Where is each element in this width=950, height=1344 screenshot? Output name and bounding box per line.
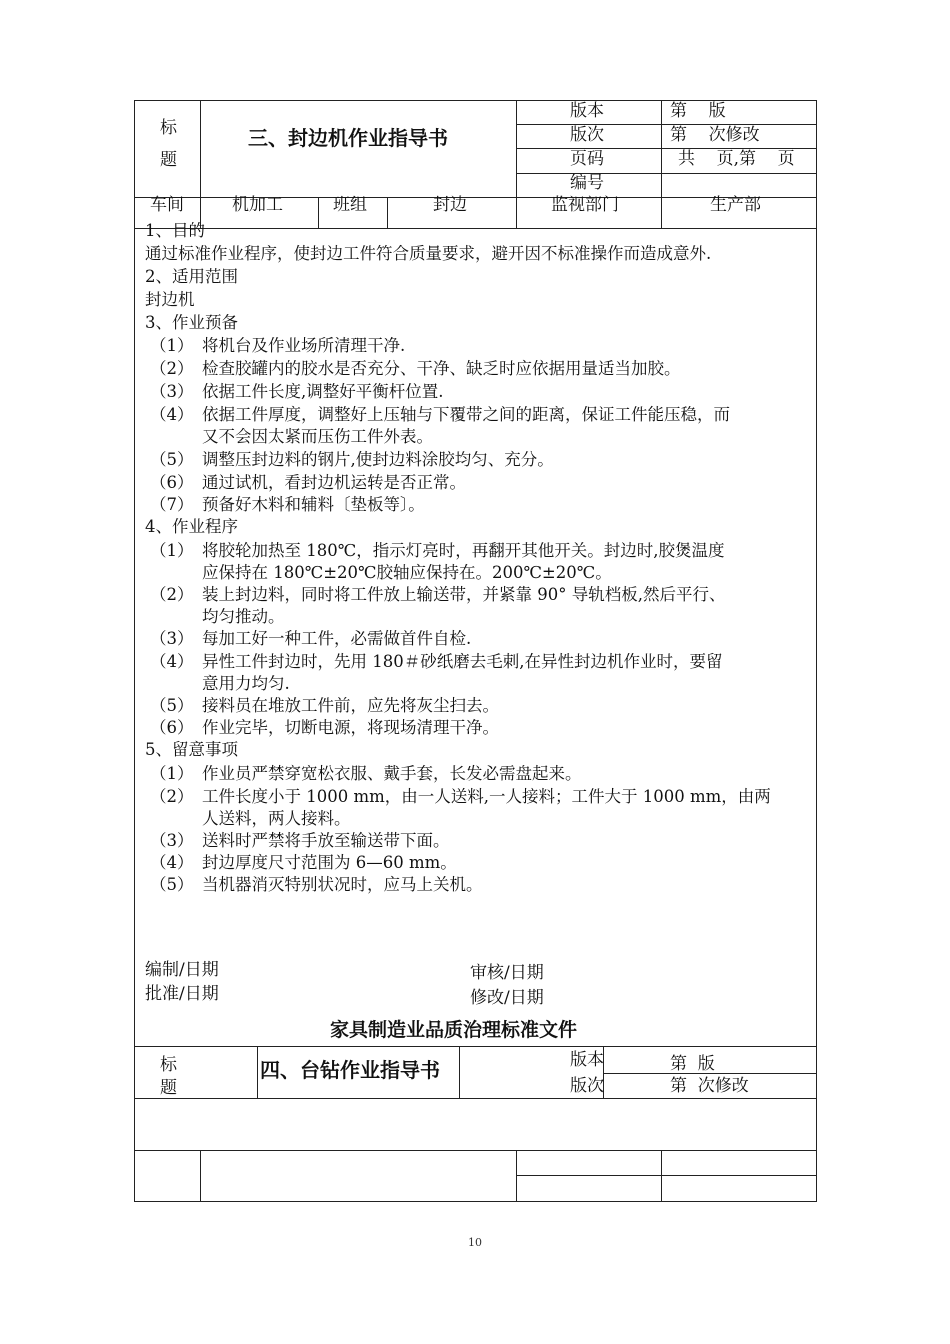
list-item-continued: 人送料，两人接料。 [202,809,351,828]
list-item-number: （6） [150,718,194,737]
list-item: 预备好木料和辅料〔垫板等〕。 [202,495,425,514]
list-item-number: （1） [150,541,194,560]
list-item-number: （2） [150,787,194,806]
list-item: 依据工件厚度，调整好上压轴与下覆带之间的距离，保证工件能压稳，而 [202,405,730,424]
page-value: 共 页,第 页 [678,149,795,169]
list-item: 依据工件长度,调整好平衡杆位置. [202,382,444,401]
list-item-number: （5） [150,875,194,894]
list-item-number: （2） [150,359,194,378]
signature-review: 审核/日期 [470,963,544,983]
version-label: 版本 [570,101,604,121]
revision-value-2: 第 次修改 [670,1076,749,1096]
list-item-continued: 意用力均匀. [202,674,290,693]
section-1-title: 1、目的 [145,221,205,240]
list-item: 作业完毕，切断电源，将现场清理干净。 [202,718,499,737]
list-item-number: （1） [150,764,194,783]
list-item: 调整压封边料的钢片,使封边料涂胶均匀、充分。 [202,450,554,469]
code-label: 编号 [570,173,604,193]
list-item-number: （5） [150,450,194,469]
list-item-number: （3） [150,629,194,648]
list-item-number: （7） [150,495,194,514]
title-label: 标 [160,118,177,138]
list-item: 每加工好一种工件，必需做首件自检. [202,629,472,648]
list-item: 送料时严禁将手放至输送带下面。 [202,831,450,850]
section-2-title: 2、适用范围 [145,267,238,286]
document-title-2: 四、台钻作业指导书 [260,1058,440,1082]
document-title: 三、封边机作业指导书 [248,126,448,150]
list-item: 将机台及作业场所清理干净. [202,336,406,355]
dept-label: 监视部门 [551,195,619,215]
list-item-number: （4） [150,853,194,872]
team-value: 封边 [433,195,467,215]
list-item: 工件长度小于 1000 mm，由一人送料,一人接料；工件大于 1000 mm，由两 [202,787,771,806]
signature-edit: 编制/日期 [145,960,219,980]
list-item-number: （6） [150,473,194,492]
list-item: 接料员在堆放工件前，应先将灰尘扫去。 [202,696,499,715]
list-item: 检查胶罐内的胶水是否充分、干净、缺乏时应依据用量适当加胶。 [202,359,681,378]
list-item: 将胶轮加热至 180℃，指示灯亮时，再翻开其他开关。封边时,胶煲温度 [202,541,725,560]
list-item-number: （5） [150,696,194,715]
list-item: 作业员严禁穿宽松衣服、戴手套，长发必需盘起来。 [202,764,582,783]
signature-modify: 修改/日期 [470,988,544,1008]
title-label-b: 标 [160,1055,177,1075]
page-label: 页码 [570,149,604,169]
revision-value: 第 次修改 [670,125,760,145]
version-label-2: 版本 [570,1050,604,1070]
list-item: 封边厚度尺寸范围为 6—60 mm。 [202,853,457,872]
section-2-text: 封边机 [145,290,195,309]
list-item-continued: 应保持在 180℃±20℃胶轴应保持在。200℃±20℃。 [202,563,612,582]
list-item-number: （4） [150,652,194,671]
section-1-text: 通过标准作业程序，使封边工件符合质量要求，避开因不标准操作而造成意外. [145,244,712,263]
title-label-2: 题 [160,150,177,170]
list-item-number: （3） [150,382,194,401]
team-label: 班组 [333,195,367,215]
list-item-number: （1） [150,336,194,355]
list-item: 当机器消灭特别状况时，应马上关机。 [202,875,483,894]
revision-label: 版次 [570,125,604,145]
section-5-title: 5、留意事项 [145,740,238,759]
footer-title: 家具制造业品质治理标准文件 [330,1019,578,1041]
list-item-number: （3） [150,831,194,850]
version-value-2: 第 版 [670,1054,715,1074]
workshop-label: 车间 [150,195,184,215]
page-number: 10 [468,1236,482,1249]
signature-approve: 批准/日期 [145,984,219,1004]
section-3-title: 3、作业预备 [145,313,238,332]
list-item-continued: 均匀推动。 [202,607,285,626]
list-item: 装上封边料，同时将工件放上输送带，并紧靠 90° 导轨档板,然后平行、 [202,585,726,604]
list-item: 通过试机，看封边机运转是否正常。 [202,473,466,492]
list-item-continued: 又不会因太紧而压伤工件外表。 [202,427,433,446]
revision-label-2: 版次 [570,1076,604,1096]
section-4-title: 4、作业程序 [145,517,238,536]
workshop-value: 机加工 [232,195,283,215]
dept-value: 生产部 [710,195,761,215]
list-item-number: （4） [150,405,194,424]
list-item-number: （2） [150,585,194,604]
title-label-b-2: 题 [160,1078,177,1098]
list-item: 异性工件封边时，先用 180＃砂纸磨去毛刺,在异性封边机作业时，要留 [202,652,723,671]
version-value: 第 版 [670,101,726,121]
